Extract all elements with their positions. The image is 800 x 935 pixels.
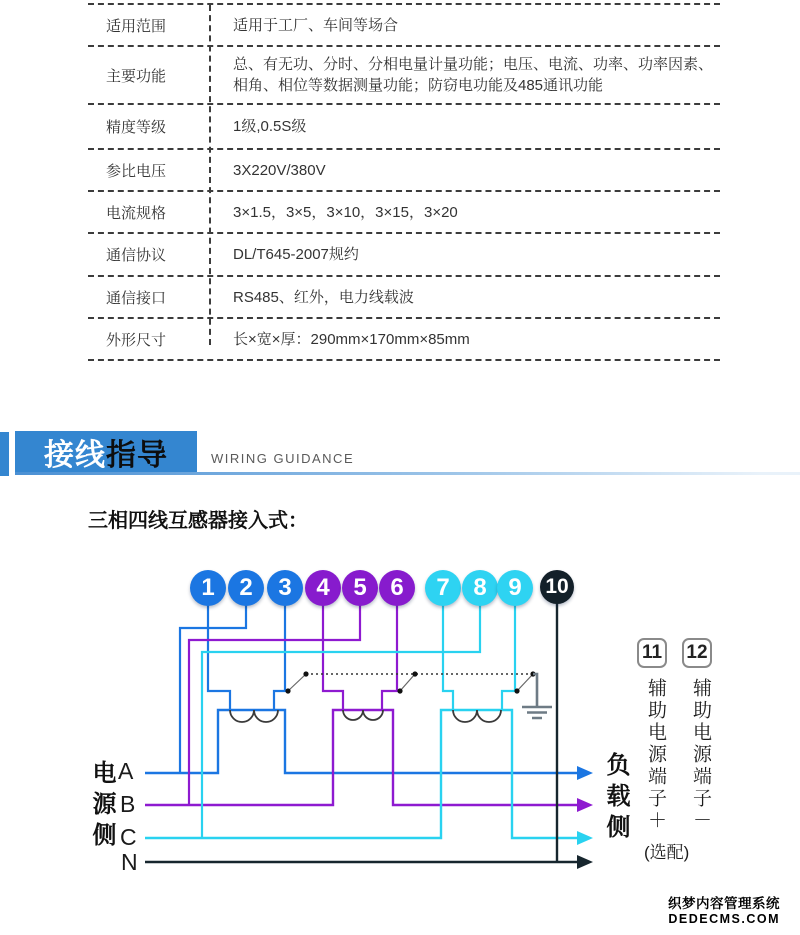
table-row: [88, 192, 720, 234]
row-label: 适用范围: [106, 17, 167, 35]
spec-table: [88, 3, 720, 361]
terminal-chip-10: 10: [540, 570, 574, 604]
aux-terminal-11-text: 辅助电源端子＋: [645, 678, 666, 832]
table-row: [88, 277, 720, 319]
aux-terminal-12-text: 辅助电源端子－: [690, 678, 711, 832]
terminal-chip-5: 5: [342, 570, 378, 606]
table-row: [88, 319, 720, 361]
phase-label-a: A: [118, 758, 134, 784]
row-label: 主要功能: [106, 67, 167, 85]
section-title-en: WIRING GUIDANCE: [211, 451, 355, 466]
terminal-chip-9: 9: [497, 570, 533, 606]
left-accent-bar: [0, 432, 9, 476]
row-label: 电流规格: [106, 204, 167, 222]
table-row: [88, 234, 720, 277]
terminal-chip-1: 1: [190, 570, 226, 606]
row-label: 外形尺寸: [106, 331, 167, 349]
terminal-chip-4: 4: [305, 570, 341, 606]
row-label: 参比电压: [106, 162, 167, 180]
load-side-label: 负载侧: [602, 752, 629, 845]
phase-label-c: C: [120, 824, 137, 850]
section-title-part2: 指导: [106, 439, 168, 472]
section-underline: [15, 472, 800, 475]
row-value: 长×宽×厚：290mm×170mm×85mm: [233, 330, 470, 348]
row-value: 3×1.5，3×5，3×10，3×15，3×20: [233, 203, 458, 221]
table-row: [88, 105, 720, 150]
row-value: DL/T645-2007规约: [233, 246, 359, 263]
row-label: 通信协议: [106, 247, 167, 264]
row-label: 通信接口: [106, 289, 167, 307]
phase-label-n: N: [121, 849, 138, 875]
terminal-chip-3: 3: [267, 570, 303, 606]
ct-coil-icon: [230, 710, 501, 722]
row-value: RS485、红外，电力线载波: [233, 288, 414, 306]
terminal-chip-2: 2: [228, 570, 264, 606]
source-side-label: 电源侧: [88, 760, 115, 853]
row-value: 总、有无功、分时、分相电量计量功能；电压、电流、功率、功率因素、相角、相位等数据测量功能；防窃电功能及485通讯功能: [233, 56, 714, 94]
optional-note: (选配): [644, 843, 690, 862]
watermark: [668, 892, 780, 926]
diagram-heading: 三相四线互感器接入式：: [88, 510, 308, 532]
terminal-chip-6: 6: [379, 570, 415, 606]
terminal-chip-8: 8: [462, 570, 498, 606]
terminal-chip-7: 7: [425, 570, 461, 606]
watermark-line1: 织梦内容管理系统: [668, 896, 780, 911]
table-row: [88, 5, 720, 47]
table-row: [88, 150, 720, 192]
phase-label-b: B: [120, 791, 136, 817]
aux-terminal-11: 11: [637, 638, 667, 668]
aux-terminal-12: 12: [682, 638, 712, 668]
watermark-line2: DEDECMS.COM: [668, 912, 780, 926]
table-column-divider: [209, 5, 211, 345]
row-value: 1级,0.5S级: [233, 118, 307, 135]
section-title-part1: 接线: [44, 439, 106, 472]
section-header: [15, 431, 197, 472]
row-value: 适用于工厂、车间等场合: [233, 16, 399, 34]
row-label: 精度等级: [106, 119, 167, 136]
table-row: [88, 47, 720, 105]
row-value: 3X220V/380V: [233, 161, 326, 179]
